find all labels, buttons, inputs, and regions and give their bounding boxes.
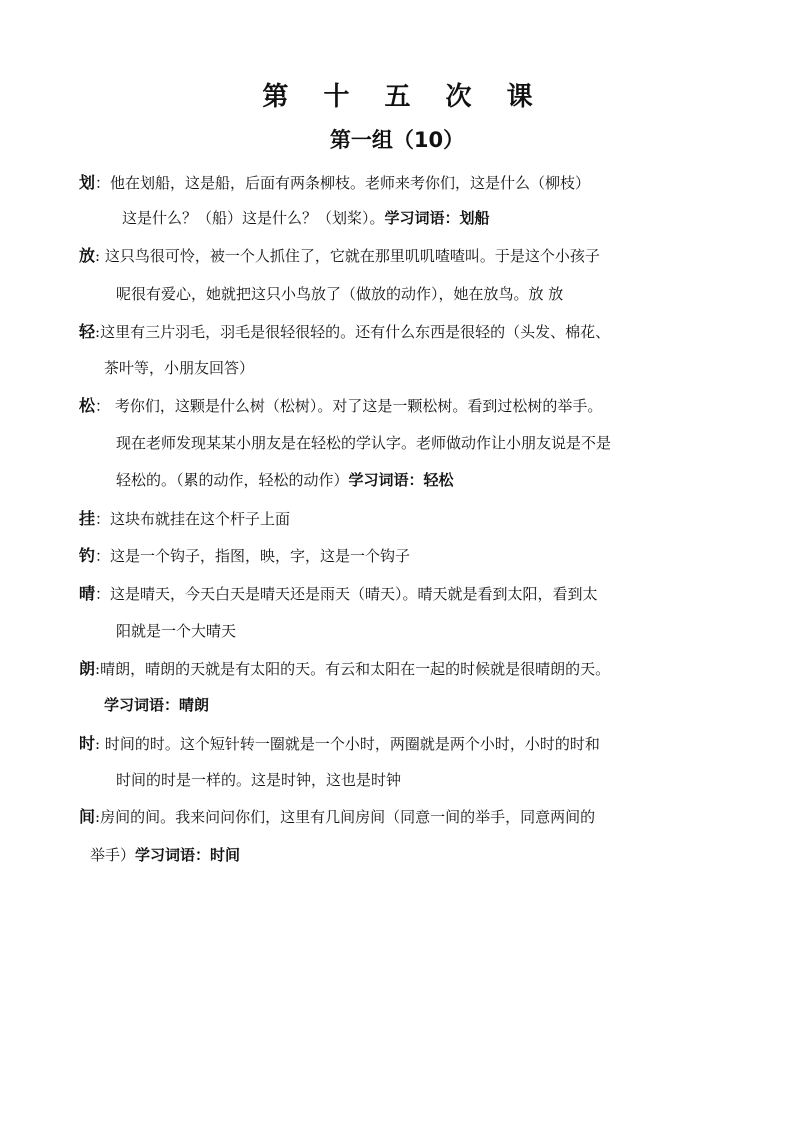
entry-line	[104, 357, 254, 379]
entry-text: 时间的时是一样的。这是时钟，这也是时钟	[116, 771, 402, 789]
entry-line	[79, 395, 602, 417]
entry-line	[116, 469, 454, 491]
entry-line	[79, 545, 410, 567]
entry-text: 轻松的。（累的动作，轻松的动作）	[116, 471, 349, 489]
entry-line	[79, 245, 600, 267]
vocabulary-label: 学习词语：划船	[384, 209, 490, 227]
entry-character: 放	[79, 246, 96, 265]
entry-line	[79, 583, 598, 605]
entry-character: 轻	[79, 322, 96, 341]
entry-text: 呢很有爱心，她就把这只小鸟放了（做放的动作），她在放鸟。放 放	[116, 285, 564, 303]
entry-separator: :	[95, 323, 101, 341]
entry-text: 茶叶等，小朋友回答）	[104, 359, 255, 377]
entry-character: 松	[79, 396, 96, 415]
entry-character: 时	[79, 734, 96, 753]
entry-character: 钓	[79, 546, 96, 565]
entry-separator: ：	[95, 547, 111, 565]
entry-text: 这里有三片羽毛，羽毛是很轻很轻的。还有什么东西是很轻的（头发、棉花、	[100, 323, 611, 341]
entry-line	[79, 508, 290, 530]
entry-text: 举手）	[90, 846, 136, 864]
vocabulary-label: 学习词语：时间	[135, 846, 241, 864]
entry-text: 晴朗，晴朗的天就是有太阳的天。有云和太阳在一起的时候就是很晴朗的天。	[100, 660, 611, 678]
entry-line	[116, 432, 611, 454]
entry-separator: :	[95, 808, 101, 826]
entry-text: 考你们，这颗是什么树（松树）。对了这是一颗松树。看到过松树的举手。	[114, 397, 603, 415]
entry-line	[104, 694, 209, 716]
entry-separator: :	[95, 660, 101, 678]
entry-line	[116, 620, 236, 642]
vocabulary-label: 学习词语：轻松	[348, 471, 454, 489]
entry-line	[79, 321, 610, 343]
entry-line	[79, 172, 590, 194]
entry-line	[79, 733, 600, 755]
entry-line	[79, 806, 595, 828]
entry-line	[116, 283, 563, 305]
entry-separator: ：	[95, 510, 111, 528]
entry-text: 房间的间。我来问问你们，这里有几间房间（同意一间的举手，同意两间的	[100, 808, 596, 826]
entry-separator: :	[95, 735, 101, 753]
entry-line	[116, 769, 401, 791]
entry-line	[90, 844, 240, 866]
entry-text: 现在老师发现某某小朋友是在轻松的学认字。老师做动作让小朋友说是不是	[116, 434, 612, 452]
page-title: 第 十 五 次 课	[262, 82, 546, 112]
entry-text: 这是一个钩子，指图，映，字，这是一个钩子	[110, 547, 411, 565]
entry-line	[122, 207, 490, 229]
vocabulary-label: 学习词语：晴朗	[104, 696, 210, 714]
entry-text: 这是晴天，今天白天是晴天还是雨天（晴天）。晴天就是看到太阳，看到太	[110, 585, 598, 603]
entry-line	[79, 658, 610, 680]
entry-separator: ：	[95, 397, 111, 415]
entry-separator: :	[95, 247, 101, 265]
entry-text: 这块布就挂在这个杆子上面	[110, 510, 291, 528]
entry-text: 他在划船，这是船，后面有两条柳枝。老师来考你们，这是什么（柳枝）	[110, 174, 591, 192]
page-subtitle: 第一组（10）	[329, 128, 465, 152]
entry-character: 间	[79, 807, 96, 826]
entry-separator: ：	[95, 585, 111, 603]
entry-separator: ：	[95, 174, 111, 192]
entry-character: 晴	[79, 584, 96, 603]
entry-character: 朗	[79, 659, 96, 678]
entry-character: 划	[79, 173, 96, 192]
entry-text: 时间的时。这个短针转一圈就是一个小时，两圈就是两个小时，小时的时和	[104, 735, 600, 753]
entry-text: 阳就是一个大晴天	[116, 622, 237, 640]
entry-text: 这只鸟很可怜，被一个人抓住了，它就在那里叽叽喳喳叫。于是这个小孩子	[104, 247, 600, 265]
entry-text: 这是什么？（船）这是什么？（划桨）。	[122, 209, 385, 227]
entry-character: 挂	[79, 509, 96, 528]
